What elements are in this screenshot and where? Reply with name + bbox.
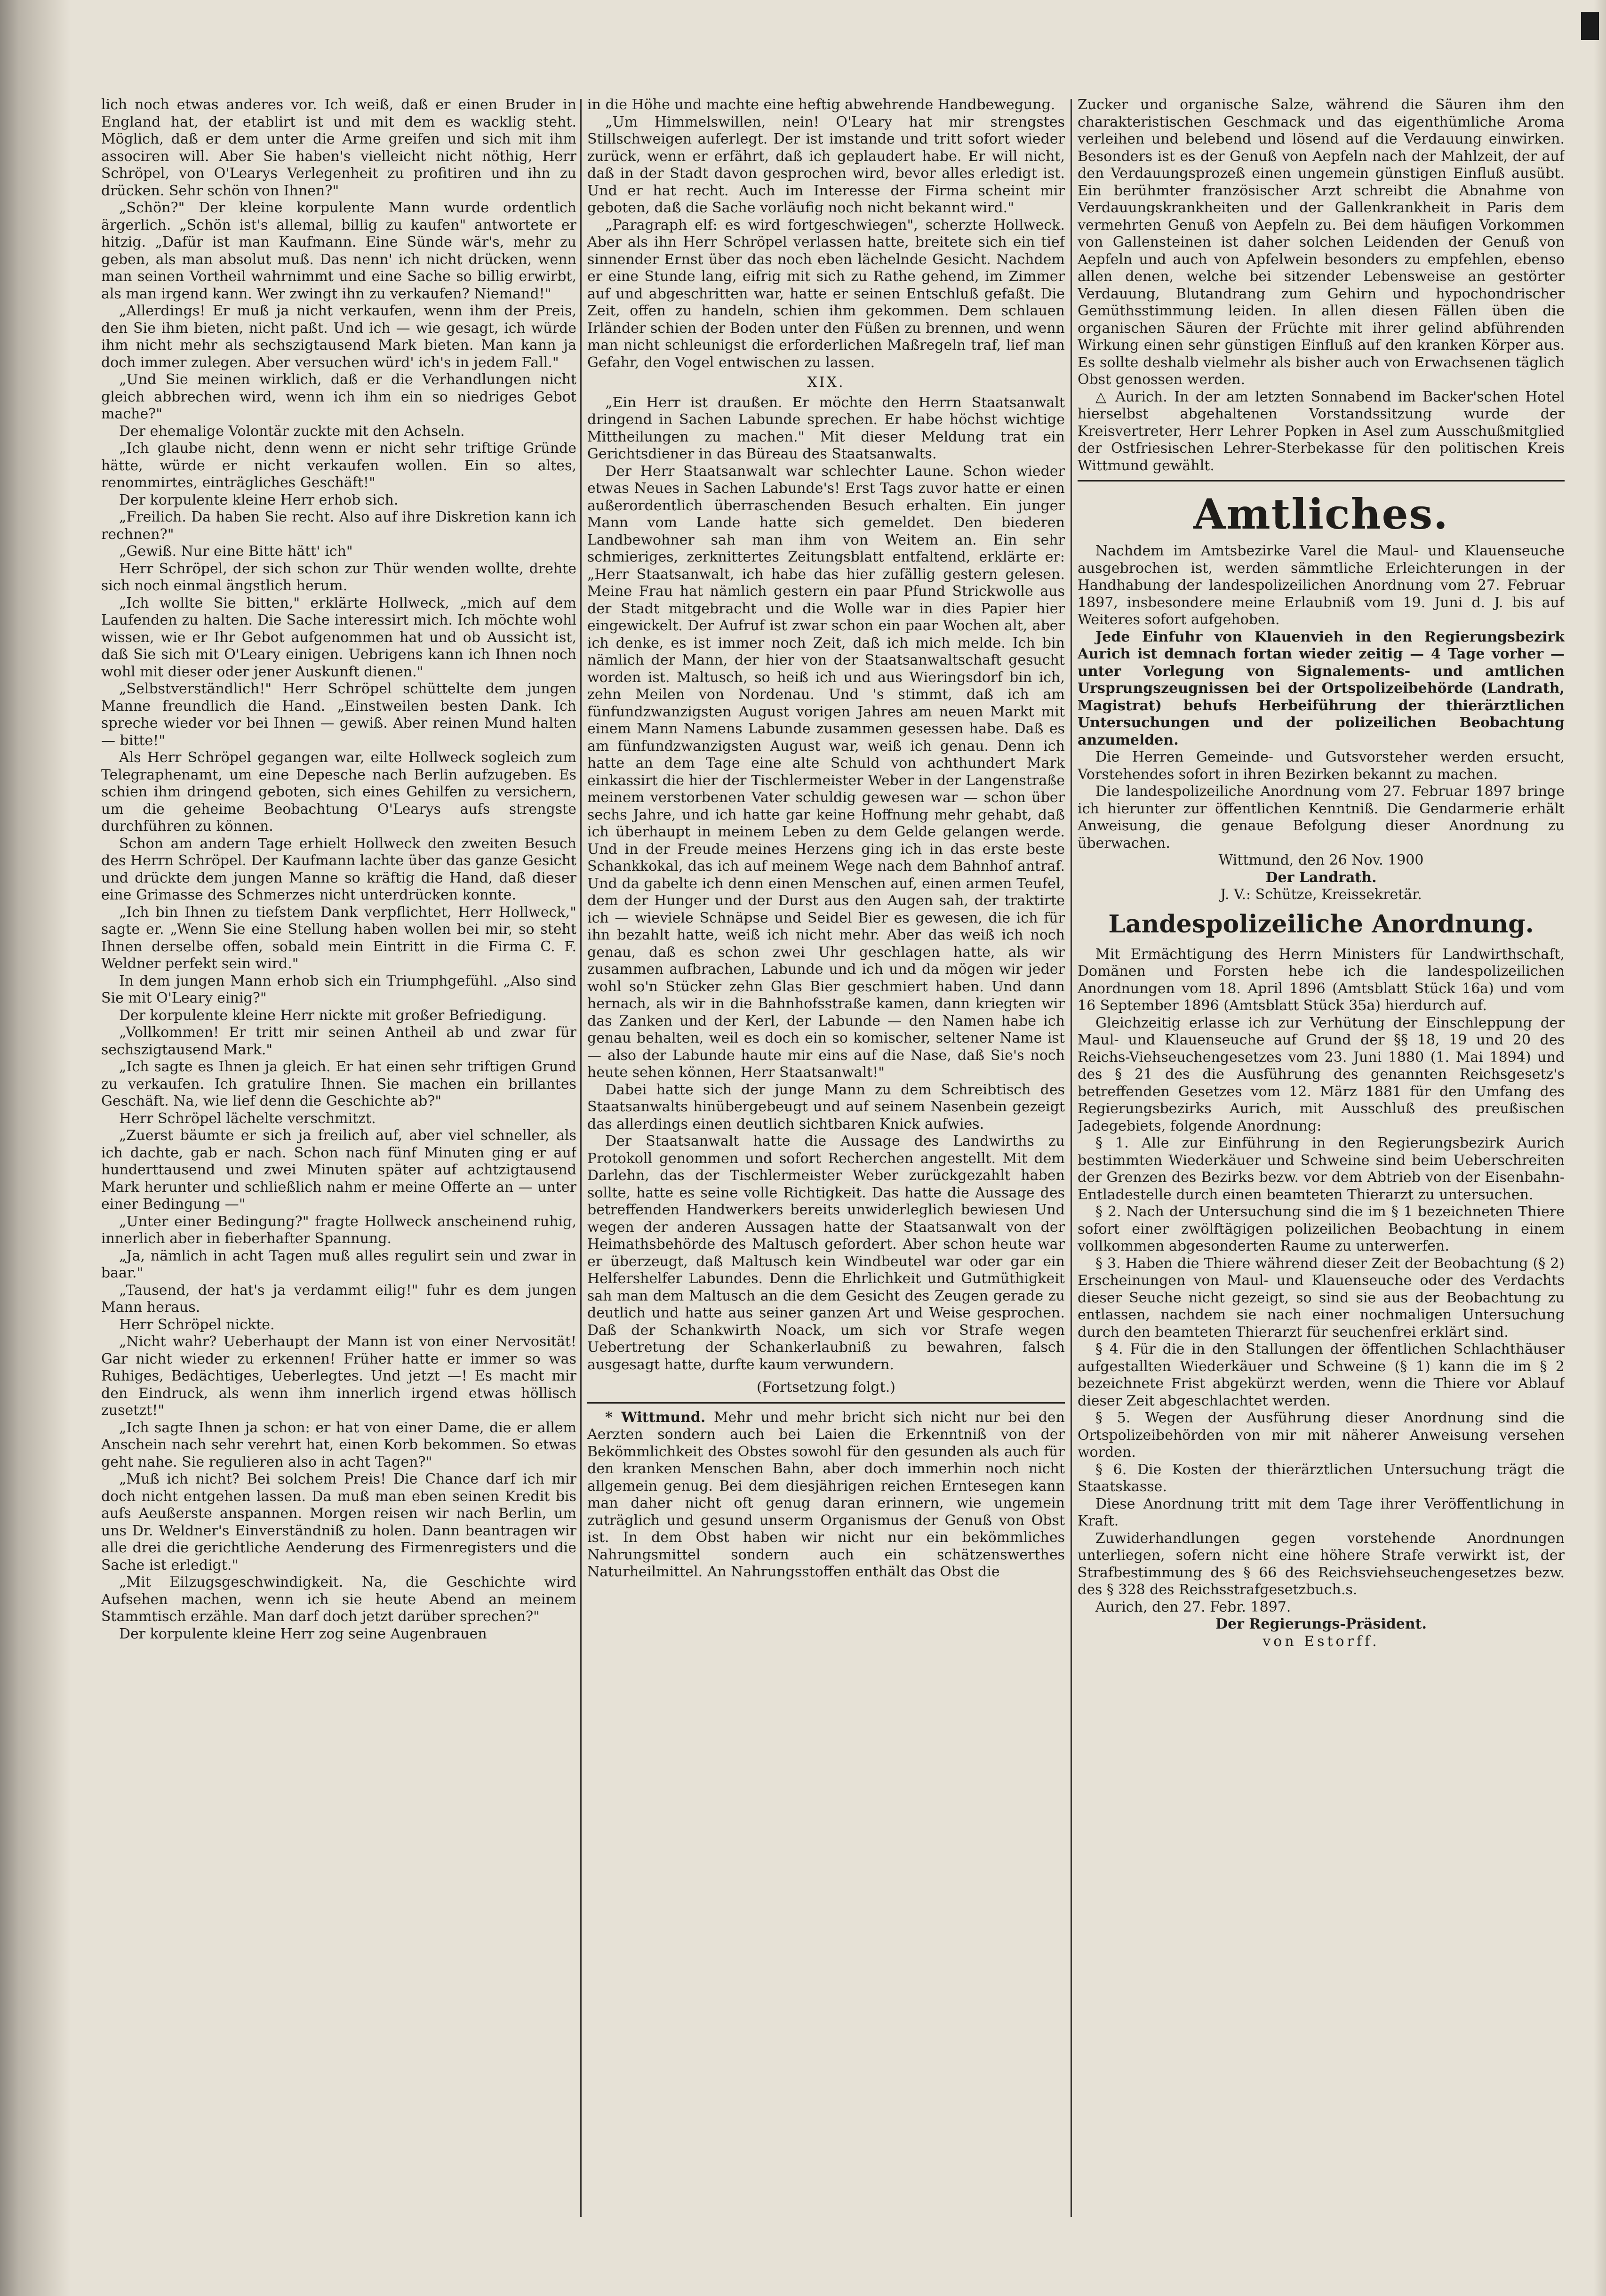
paragraph: „Allerdings! Er muß ja nicht verkaufen, wenn ihm der Preis, den Sie ihm bieten, nicht paßt. Und ich — wie gesagt, ich würde ihm nicht mehr als sechszigtausend Mark bieten. Man kann ja doch immer zulegen. Aber versuchen würd' ich's in jedem Fall." <box>101 303 576 371</box>
ordinance-heading: Landespolizeiliche Anordnung. <box>1108 909 1534 939</box>
paragraph: § 5. Wegen der Ausführung dieser Anordnung sind die Ortspolizeibehörden von mir mit näherer Anweisung versehen worden. <box>1078 1410 1565 1461</box>
column-rule <box>1071 99 1072 2217</box>
column-serial-novel-continued <box>587 96 1065 2224</box>
paragraph: Mit Ermächtigung des Herrn Ministers für Landwirthschaft, Domänen und Forsten hebe ich die landespolizeilichen Anordnungen vom 18. April 1896 (Amtsblatt Stück 16a) und vom 16 September 1896 (Amtsblatt Stück 35a) hierdurch auf. <box>1078 946 1565 1014</box>
ordinance-text <box>1078 946 1565 1599</box>
official-notice <box>1078 543 1565 852</box>
notice-date: Wittmund, den 26 Nov. 1900 <box>1218 852 1424 868</box>
paragraph: Zuwiderhandlungen gegen vorstehende Anordnungen unterliegen, sofern nicht eine höhere Strafe verwirkt ist, der Strafbestimmung des § 66 des Reichsviehseuchengesetzes bezw. des § 328 des Reichsstrafgesetzbuch.s. <box>1078 1530 1565 1598</box>
page-edge <box>1594 0 1606 2296</box>
ordinance-signatory-name: von Estorff. <box>1262 1633 1380 1650</box>
binding-edge <box>0 0 71 2296</box>
paragraph: Der ehemalige Volontär zuckte mit den Achseln. <box>119 423 465 440</box>
ordinance-date: Aurich, den 27. Febr. 1897. <box>1095 1598 1291 1615</box>
paragraph: „Tausend, der hat's ja verdammt eilig!" fuhr es dem jungen Mann heraus. <box>101 1282 576 1316</box>
paragraph: Herr Schröpel nickte. <box>119 1316 275 1333</box>
paragraph: Herr Schröpel, der sich schon zur Thür wenden wollte, drehte sich noch einmal ängstlich herum. <box>101 560 576 594</box>
paragraph: Gleichzeitig erlasse ich zur Verhütung der Einschleppung der Maul- und Klauenseuche auf Grund der §§ 18, 19 und 20 des Reichs-Viehseuchengesetzes vom 23. Juni 1880 (1. Mai 1894) und des § 21 des die Ausführung des genannten Reichsgesetz's betreffenden Gesetzes vom 12. März 1881 für den Umfang des Regierungsbezirks Aurich, mit Ausschluß des preußischen Jadegebiets, folgende Anordnung: <box>1078 1014 1565 1134</box>
paragraph: „Schön?" Der kleine korpulente Mann wurde ordentlich ärgerlich. „Schön ist's allemal, billig zu kaufen" antwortete er hitzig. „Dafür ist man Kaufmann. Eine Sünde wär's, mehr zu geben, als man absolut muß. Das nenn' ich nicht drücken, wenn man seinen Vortheil wahrnimmt und eine Sache so billig erwirbt, als man irgend kann. Wer zwingt ihn zu verkaufen? Niemand!" <box>101 200 576 302</box>
paragraph: Dabei hatte sich der junge Mann zu dem Schreibtisch des Staatsanwalts hinübergebeugt und auf seinem Nasenbein gezeigt das allerdings einen deutlich sichtbaren Knick aufwies. <box>587 1081 1065 1132</box>
paragraph: „Ich wollte Sie bitten," erklärte Hollweck, „mich auf dem Laufenden zu halten. Die Sache interessirt mich. Ich möchte wohl wissen, wie er Ihr Gebot aufgenommen hat und ob Aussicht ist, daß Sie sich mit O'Leary einigen. Uebrigens kann ich Ihnen noch wohl mit dieser oder jener Auskunft dienen." <box>101 594 576 680</box>
paragraph: Der korpulente kleine Herr nickte mit großer Befriedigung. <box>119 1007 547 1024</box>
paragraph: „Vollkommen! Er tritt mir seinen Antheil ab und zwar für sechszigtausend Mark." <box>101 1024 576 1058</box>
paragraph: Herr Schröpel lächelte verschmitzt. <box>119 1110 376 1127</box>
paragraph: „Zuerst bäumte er sich ja freilich auf, aber viel schneller, als ich dachte, gab er nach. Schon nach fünf Minuten ging er auf hunderttausend und zwei Minuten später auf achtzigtausend Mark herunter und schließlich nahm er meine Offerte an — unter einer Bedingung —" <box>101 1127 576 1212</box>
paragraph: „Unter einer Bedingung?" fragte Hollweck anscheinend ruhig, innerlich aber in fieberhafter Spannung. <box>101 1213 576 1247</box>
paragraph: lich noch etwas anderes vor. Ich weiß, daß er einen Bruder in England hat, der etablirt ist und mit dem es wacklig steht. Möglich, daß er dem unter die Arme greifen und sich mit ihm associren will. Aber Sie haben's vielleicht nicht nöthig, Herr Schröpel, von O'Learys Verlegenheit zu profitiren und ihn zu drücken. Sehr schön von Ihnen?" <box>101 96 576 199</box>
column-serial-novel <box>101 96 576 2224</box>
section-divider <box>587 1402 1065 1404</box>
paragraph: „Selbstverständlich!" Herr Schröpel schüttelte dem jungen Manne freundlich die Hand. „Einstweilen besten Dank. Ich spreche wieder vor bei Ihnen — gewiß. Aber reinen Mund halten — bitte!" <box>101 681 576 749</box>
section-heading: Amtliches. <box>1193 490 1449 538</box>
paragraph: Der korpulente kleine Herr erhob sich. <box>119 491 399 508</box>
paragraph: Der Herr Staatsanwalt war schlechter Laune. Schon wieder etwas Neues in Sachen Labunde's! Erst Tags zuvor hatte er einen außerordentlich überraschenden Besuch erhalten. Ein junger Mann vom Lande hatte sich gemeldet. Den biederen Landbewohner sah man ihm von Weitem an. Ein sehr schmieriges, zerknittertes Zeitungsblatt entfaltend, erklärte er: „Herr Staatsanwalt, ich habe das hier zufällig gestern gelesen. Meine Frau hat nämlich gestern ein paar Pfund Strickwolle aus der Stadt mitgebracht und die Wolle war in dies Papier hier eingewickelt. Der Aufruf ist zwar schon ein paar Wochen alt, aber ich denke, es ist immer noch Zeit, daß ich mich melde. Ich bin nämlich der Mann, der hier von der Staatsanwaltschaft gesucht worden ist. Maltusch, so heiß ich und aus Wieringsdorf bin ich, zehn Meilen von Nordenau. Und 's stimmt, daß ich am fünfundzwanzigsten August vorigen Jahres am neuen Markt mit einem Mann Namens Labunde zusammen gesessen habe. Daß es am fünfundzwanzigsten August war, weiß ich genau. Denn ich hatte an dem Tage eine alte Schuld von achthundert Mark einkassirt die hier der Tischlermeister Weber in der Langenstraße meinem verstorbenen Vater schuldig gewesen war — schon über sechs Jahre, und ich hatte gar keine Hoffnung mehr gehabt, daß ich überhaupt in meinem Leben zu dem Gelde gelangen werde. Und in der Freude meines Herzens ging ich in das erste beste Schankkokal, das ich auf meinem Wege nach dem Bahnhof antraf. Und da gabelte ich denn einen Menschen auf, einen armen Teufel, dem der Hunger und der Durst aus den Augen sah, der traktirte ich — wieviele Schnäpse und Seidel Bier es gewesen, die ich für ihn bezahlt hatte, weiß ich nicht mehr. Aber das weiß ich noch genau, daß es schon zwei Uhr geschlagen hatte, als wir zusammen aufbrachen, Labunde und ich und da mögen wir jeder wohl so'n Stücker zehn Glas Bier geschmiert haben. Und dann hernach, als wir in die Bahnhofsstraße kamen, dann kriegten wir das Zanken und der Kerl, der Labunde — den Namen habe ich genau behalten, weil es doch ein so komischer, seltener Name ist — also der Labunde haute mir eins auf die Nase, daß Sie's noch heute sehen können, Herr Staatsanwalt!" <box>587 463 1065 1081</box>
paragraph: § 4. Für die in den Stallungen der öffentlichen Schlachthäuser aufgestallten Wiederkäuer und Schweine (§ 1) kann die im § 2 bezeichnete Frist abgekürzt werden, wenn die Thiere vor Ablauf dieser Zeit abgeschlachtet werden. <box>1078 1341 1565 1409</box>
paragraph: „Um Himmelswillen, nein! O'Leary hat mir strengstes Stillschweigen auferlegt. Der ist imstande und tritt sofort wieder zurück, wenn er erfährt, daß ich geplaudert habe. Er will nicht, daß in der Stadt davon gesprochen wird, bevor alles erledigt ist. Und er hat recht. Auch im Interesse der Firma scheint mir geboten, daß die Sache vorläufig noch nicht bekannt wird." <box>587 113 1065 216</box>
news-text: Mehr und mehr bricht sich nicht nur bei den Aerzten sondern auch bei Laien die Erkenntniß von der Bekömmlichkeit des Obstes sowohl für den gesunden als auch für den kranken Menschen Bahn, aber doch immerhin noch nicht allgemein genug. Bei dem diesjährigen reichen Erntesegen kann man daher nicht oft genug daran erinnern, wie ungemein zuträglich und gesund unserm Organismus der Genuß von Obst ist. In dem Obst haben wir nicht nur ein bekömmliches Nahrungsmittel sondern auch ein schätzenswerthes Naturheilmittel. An Nahrungsstoffen enthält das Obst die <box>587 1409 1065 1580</box>
paragraph: „Ein Herr ist draußen. Er möchte den Herrn Staatsanwalt dringend in Sachen Labunde sprechen. Er habe höchst wichtige Mittheilungen zu machen." Mit dieser Meldung trat ein Gerichtsdiener in das Büreau des Staatsanwalts. <box>587 394 1065 462</box>
notice-signatory-name: J. V.: Schütze, Kreissekretär. <box>1220 886 1422 903</box>
local-news-item <box>587 1409 1065 1581</box>
novel-text <box>587 96 1065 371</box>
paragraph: „Gewiß. Nur eine Bitte hätt' ich" <box>119 543 353 560</box>
paragraph: „Nicht wahr? Ueberhaupt der Mann ist von einer Nervosität! Gar nicht wieder zu erkennen! Früher hatte er immer so was Ruhiges, Bedächtiges, Ueberlegtes. Und jetzt —! Es macht mir den Eindruck, als wenn ihm innerlich irgend etwas höllisch zusetzt!" <box>101 1333 576 1419</box>
paragraph: in die Höhe und machte eine heftig abwehrende Handbewegung. <box>587 96 1055 113</box>
paragraph: „Mit Eilzugsgeschwindigkeit. Na, die Geschichte wird Aufsehen machen, wenn ich sie heute Abend an meinem Stammtisch erzähle. Man darf doch jetzt darüber sprechen?" <box>101 1574 576 1625</box>
paragraph: „Und Sie meinen wirklich, daß er die Verhandlungen nicht gleich abbrechen wird, wenn ich ihm ein so niedriges Gebot mache?" <box>101 371 576 422</box>
paragraph: § 1. Alle zur Einführung in den Regierungsbezirk Aurich bestimmten Wiederkäuer und Schweine sind beim Ueberschreiten der Grenzen des Bezirks bezw. vor dem Abtrieb von der Eisenbahn-Entladestelle durch einen beamteten Thierarzt zu untersuchen. <box>1078 1135 1565 1203</box>
ordinance-signatory-title: Der Regierungs-Präsident. <box>1215 1616 1427 1632</box>
column-rule <box>580 99 582 2217</box>
paragraph: „Ich bin Ihnen zu tiefstem Dank verpflichtet, Herr Hollweck," sagte er. „Wenn Sie eine Stellung haben wollen bei mir, so steht Ihnen derselbe offen, sobald mein Eintritt in die Firma C. F. Weldner perfekt sein wird." <box>101 904 576 972</box>
paragraph: „Paragraph elf: es wird fortgeschwiegen", scherzte Hollweck. Aber als ihn Herr Schröpel verlassen hatte, breitete sich ein tief sinnender Ernst über das noch eben lächelnde Gesicht. Nachdem er eine Stunde lang, eifrig mit sich zu Rathe gehend, im Zimmer auf und abgeschritten war, hatte er seinen Entschluß gefaßt. Die Zeit, offen zu handeln, schien ihm gekommen. Dem schlauen Irländer schien der Boden unter den Füßen zu brennen, und wenn man nicht schleunigst die erforderlichen Maßregeln traf, lief man Gefahr, den Vogel entwischen zu lassen. <box>587 217 1065 371</box>
paragraph: „Ja, nämlich in acht Tagen muß alles regulirt sein und zwar in baar." <box>101 1247 576 1281</box>
paragraph: In dem jungen Mann erhob sich ein Triumphgefühl. „Also sind Sie mit O'Leary einig?" <box>101 972 576 1006</box>
paragraph: „Ich sagte Ihnen ja schon: er hat von einer Dame, die er allem Anschein nach sehr verehrt hat, einen Korb bekommen. So etwas geht nahe. Sie regulieren also in acht Tagen?" <box>101 1419 576 1470</box>
paragraph: § 3. Haben die Thiere während dieser Zeit der Beobachtung (§ 2) Erscheinungen von Maul- und Klauenseuche oder des Verdachts dieser Seuche nicht gezeigt, so sind sie aus der Beobachtung zu entlassen, nachdem sie nach einer nochmaligen Untersuchung durch den beamteten Thierarzt für seuchenfrei erklärt sind. <box>1078 1255 1565 1341</box>
notice-signatory-title: Der Landrath. <box>1265 869 1377 886</box>
novel-text <box>587 394 1065 1374</box>
paragraph: △ Aurich. In der am letzten Sonnabend im Backer'schen Hotel hierselbst abgehaltenen Vorstandssitzung wurde der Kreisvertreter, Herr Lehrer Popken in Asel zum Ausschußmitglied der Ostfriesischen Lehrer-Sterbekasse für den politischen Kreis Wittmund gewählt. <box>1078 388 1565 474</box>
paragraph: Die Herren Gemeinde- und Gutsvorsteher werden ersucht, Vorstehendes sofort in ihren Bezirken bekannt zu machen. <box>1078 749 1565 783</box>
paragraph: „Freilich. Da haben Sie recht. Also auf ihre Diskretion kann ich rechnen?" <box>101 509 576 543</box>
paragraph: Als Herr Schröpel gegangen war, eilte Hollweck sogleich zum Telegraphenamt, um eine Depesche nach Berlin aufzugeben. Es schien ihm dringend geboten, sich eines Gehilfen zu versichern, um die geheime Beobachtung O'Learys aufs strengste durchführen zu können. <box>101 749 576 835</box>
chapter-number: XIX. <box>807 374 845 391</box>
section-divider <box>1078 480 1565 482</box>
paragraph: Der korpulente kleine Herr zog seine Augenbrauen <box>119 1625 487 1642</box>
news-dateline: * Wittmund. <box>605 1409 706 1426</box>
continued-note: (Fortsetzung folgt.) <box>757 1379 895 1396</box>
paragraph: § 6. Die Kosten der thierärztlichen Untersuchung trägt die Staatskasse. <box>1078 1461 1565 1495</box>
paragraph: Jede Einfuhr von Klauenvieh in den Regierungsbezirk Aurich ist demnach fortan wieder zeitig — 4 Tage vorher — unter Vorlegung von Signalements- und amtlichen Ursprungszeugnissen bei der Ortspolizeibehörde (Landrath, Magistrat) behufs Herbeiführung der thierärztlichen Untersuchungen und der polizeilichen Beobachtung anzumelden. <box>1078 628 1565 748</box>
column-official-notices <box>1078 96 1565 2224</box>
local-news <box>1078 96 1565 474</box>
paragraph: „Muß ich nicht? Bei solchem Preis! Die Chance darf ich mir doch nicht entgehen lassen. Da muß man eben seinen Kredit bis aufs Aeußerste anspannen. Morgen reisen wir nach Berlin, um uns Dr. Weldner's Einverständniß zu holen. Dann beantragen wir alle drei die gerichtliche Aenderung des Firmenregisters und die Sache ist erledigt." <box>101 1471 576 1573</box>
paragraph: § 2. Nach der Untersuchung sind die im § 1 bezeichneten Thiere sofort einer zwölftägigen polizeilichen Beobachtung in einem vollkommen abgesonderten Raume zu unterwerfen. <box>1078 1204 1565 1254</box>
paragraph: Die landespolizeiliche Anordnung vom 27. Februar 1897 bringe ich hierunter zur öffentlichen Kenntniß. Die Gendarmerie erhält Anweisung, die genaue Befolgung dieser Anordnung zu überwachen. <box>1078 783 1565 851</box>
scan-marker <box>1581 12 1599 40</box>
paragraph: „Ich sagte es Ihnen ja gleich. Er hat einen sehr triftigen Grund zu verkaufen. Ich gratulire Ihnen. Sie machen ein brillantes Geschäft. Na, wie lief denn die Geschichte ab?" <box>101 1059 576 1109</box>
paragraph: Zucker und organische Salze, während die Säuren ihm den charakteristischen Geschmack und das eigenthümliche Aroma verleihen und belebend und lösend auf die Verdauung einwirken. Besonders ist es der Genuß von Aepfeln nach der Mahlzeit, der auf den Verdauungsprozeß einen ungemein günstigen Einfluß ausübt. Ein berühmter französischer Arzt schreibt die Abnahme von Verdauungskrankheiten und der Gallenkrankheit in Paris dem vermehrten Genuß von Aepfeln zu. Bei dem häufigen Vorkommen von Gallensteinen ist daher solchen Leidenden der Genuß von Aepfeln und auch von Apfelwein besonders zu empfehlen, ebenso allen denen, welche bei sitzender Lebensweise an gestörter Verdauung, Blutandrang zum Gehirn und hypochondrischer Gemüthsstimmung leiden. In allen diesen Fällen üben die organischen Säuren der Früchte mit ihrer gelind abführenden Wirkung einen sehr günstigen Einfluß auf den kranken Körper aus. Es sollte deshalb vielmehr als bisher auch von Erwachsenen täglich Obst genossen werden. <box>1078 96 1565 388</box>
paragraph: Der Staatsanwalt hatte die Aussage des Landwirths zu Protokoll genommen und sofort Recherchen angestellt. Mit dem Darlehn, das der Tischlermeister Weber zurückgezahlt haben sollte, hatte es seine volle Richtigkeit. Das hatte die Aussage des betreffenden Handwerkers bereits unwiderleglich bewiesen Und wegen der anderen Aussagen hatte der Staatsanwalt von der Heimathsbehörde des Maltusch gefordert. Aber schon heute war er überzeugt, daß Maltusch kein Windbeutel war oder gar ein Helfershelfer Labundes. Denn die Ehrlichkeit und Gutmüthigkeit sah man dem Maltusch an die dem Gesicht des Zeugen gerade zu deutlich und hatte aus seiner ganzen Art und Weise gesprochen. Daß der Schankwirth Noack, um sich vor Strafe wegen Uebertretung der Schankerlaubniß zu bewahren, falsch ausgesagt hatte, durfte kaum verwundern. <box>587 1133 1065 1373</box>
paragraph: Schon am andern Tage erhielt Hollweck den zweiten Besuch des Herrn Schröpel. Der Kaufmann lachte über das ganze Gesicht und drückte dem jungen Manne so kräftig die Hand, daß dieser eine Grimasse des Schmerzes nicht unterdrücken konnte. <box>101 835 576 903</box>
paragraph: „Ich glaube nicht, denn wenn er nicht sehr triftige Gründe hätte, würde er nicht verkaufen wollen. Ein so altes, renommirtes, einträgliches Geschäft!" <box>101 440 576 491</box>
paragraph: Nachdem im Amtsbezirke Varel die Maul- und Klauenseuche ausgebrochen ist, werden sämmtliche Erleichterungen in der Handhabung der landespolizeilichen Anordnung vom 27. Februar 1897, insbesondere meine Erlaubniß vom 19. Juni d. J. bis auf Weiteres sofort aufgehoben. <box>1078 543 1565 628</box>
paragraph: Diese Anordnung tritt mit dem Tage ihrer Veröffentlichung in Kraft. <box>1078 1495 1565 1529</box>
